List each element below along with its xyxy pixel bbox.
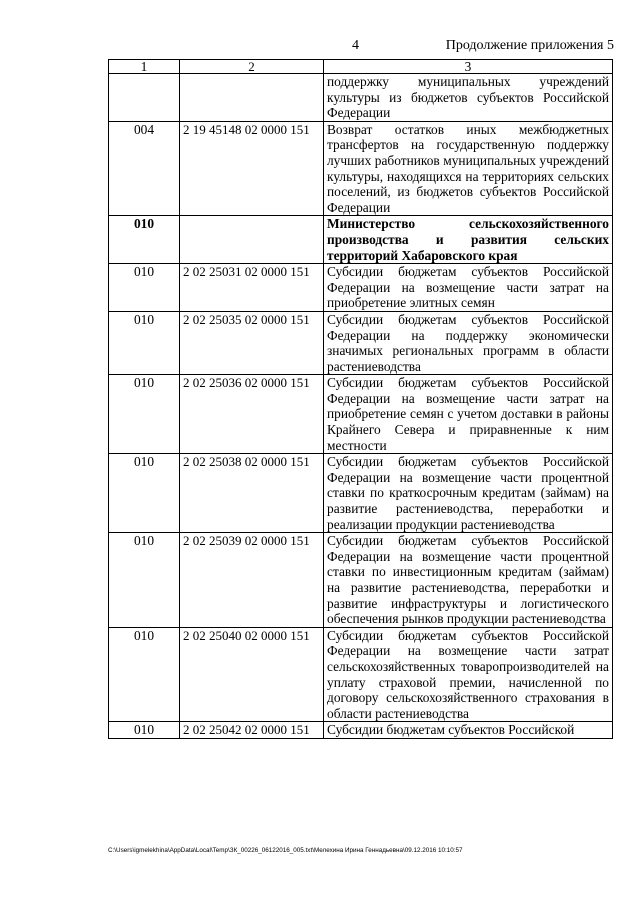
admin-code-cell: 010 xyxy=(109,454,180,533)
table-row xyxy=(109,722,613,739)
budget-code-cell: 2 02 25035 02 0000 151 xyxy=(180,311,324,374)
description-cell: Субсидии бюджетам субъектов Российской xyxy=(324,722,613,739)
admin-code-cell: 004 xyxy=(109,121,180,216)
appendix-table xyxy=(108,59,613,739)
budget-code-cell: 2 02 25042 02 0000 151 xyxy=(180,722,324,739)
description-cell: Субсидии бюджетам субъектов Российской Федерации на поддержку экономически значимых региональных программ в области растениеводства xyxy=(324,311,613,374)
ministry-name-cell: Министерство сельскохозяйственного производства и развития сельских территорий Хабаровского края xyxy=(324,216,613,264)
admin-code-cell: 010 xyxy=(109,533,180,628)
admin-code-cell: 010 xyxy=(109,264,180,312)
budget-code-cell: 2 19 45148 02 0000 151 xyxy=(180,121,324,216)
table-row xyxy=(109,375,613,454)
budget-code-cell: 2 02 25031 02 0000 151 xyxy=(180,264,324,312)
admin-code-cell: 010 xyxy=(109,311,180,374)
description-cell: Возврат остатков иных межбюджетных трансфертов на государственную поддержку лучших работников муниципальных учреждений культуры, находящихся на территориях сельских поселений, из бюджетов субъектов Российской Федерации xyxy=(324,121,613,216)
budget-code-cell: 2 02 25039 02 0000 151 xyxy=(180,533,324,628)
table-row xyxy=(109,533,613,628)
table-row xyxy=(109,311,613,374)
admin-code-cell xyxy=(109,74,180,122)
table-row-ministry xyxy=(109,216,613,264)
table-row xyxy=(109,121,613,216)
table-row xyxy=(109,454,613,533)
page-number: 4 xyxy=(352,38,359,53)
description-cell: Субсидии бюджетам субъектов Российской Федерации на возмещение части процентной ставки по краткосрочным кредитам (займам) на развитие растениеводства, переработки и реализации продукции растениеводства xyxy=(324,454,613,533)
column-header-3: 3 xyxy=(324,60,613,74)
description-cell: Субсидии бюджетам субъектов Российской Федерации на возмещение части затрат на приобретение семян с учетом доставки в районы Крайнего Севера и приравненные к ним местности xyxy=(324,375,613,454)
description-cell: Субсидии бюджетам субъектов Российской Федерации на возмещение части процентной ставки по инвестиционным кредитам (займам) на развитие растениеводства, переработки и развитие инфраструктуры и логистического обеспечения рынков продукции растениеводства xyxy=(324,533,613,628)
continuation-header: Продолжение приложения 5 xyxy=(445,38,614,53)
column-header-1: 1 xyxy=(109,60,180,74)
table-header-row xyxy=(109,60,613,74)
table-row xyxy=(109,74,613,122)
admin-code-cell: 010 xyxy=(109,627,180,722)
admin-code-cell: 010 xyxy=(109,375,180,454)
file-path-footer: C:\Users\igmelekhina\AppData\Local\Temp\ЗК_00226_06122016_005.txt\Мелехина Ирина Геннадьевна\09.12.2016 10:10:57 xyxy=(108,847,463,854)
admin-code-cell: 010 xyxy=(109,216,180,264)
admin-code-cell: 010 xyxy=(109,722,180,739)
description-cell: Субсидии бюджетам субъектов Российской Федерации на возмещение части затрат на приобретение элитных семян xyxy=(324,264,613,312)
description-cell: Субсидии бюджетам субъектов Российской Федерации на возмещение части затрат сельскохозяйственных товаропроизводителей на уплату страховой премии, начисленной по договору сельскохозяйственного страхования в области растениеводства xyxy=(324,627,613,722)
budget-code-cell xyxy=(180,216,324,264)
budget-code-cell: 2 02 25036 02 0000 151 xyxy=(180,375,324,454)
table-row xyxy=(109,264,613,312)
budget-code-cell xyxy=(180,74,324,122)
table-row xyxy=(109,627,613,722)
budget-code-cell: 2 02 25038 02 0000 151 xyxy=(180,454,324,533)
column-header-2: 2 xyxy=(180,60,324,74)
description-cell: поддержку муниципальных учреждений культуры из бюджетов субъектов Российской Федерации xyxy=(324,74,613,122)
budget-code-cell: 2 02 25040 02 0000 151 xyxy=(180,627,324,722)
